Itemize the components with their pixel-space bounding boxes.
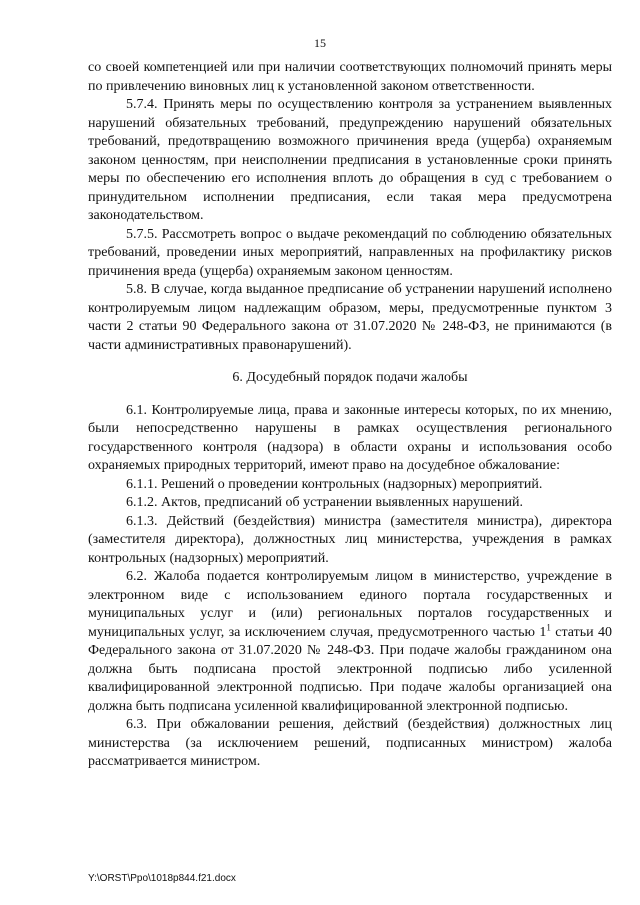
section-title: 6. Досудебный порядок подачи жалобы [232, 370, 468, 385]
document-body [88, 59, 612, 772]
paragraph-6-2-text-start: 6.2. Жалоба подается контролируемым лицом в министерство, учреждение в электронном виде с использованием единого портала государственных и муниципальных услуг и (или) региональных порталов государственных и муниципальных услуг, за исключением случая, предусмотренного частью 1 [88, 569, 612, 640]
paragraph-5-7-4: 5.7.4. Принять меры по осуществлению контроля за устранением выявленных нарушений обязательных требований, предупреждению нарушений обязательных требований, предотвращению возможного причинения вреда (ущерба) охраняемым законом ценностям, при неисполнении предписания в установленные сроки принять меры по обеспечению его исполнения вплоть до обращения в суд с требованием о принудительном исполнении предписания, если такая мера предусмотрена законодательством. [88, 97, 612, 223]
paragraph-6-3: 6.3. При обжаловании решения, действий (бездействия) должностных лиц министерства (за исключением решений, подписанных министром) жалоба рассматривается министром. [88, 717, 612, 769]
page-number: 15 [314, 36, 326, 50]
footer-file-path: Y:\ORST\Ppo\1018p844.f21.docx [88, 873, 236, 884]
paragraph-6-1: 6.1. Контролируемые лица, права и законные интересы которых, по их мнению, были непосредственно нарушены в рамках осуществления регионального государственного контроля (надзора) в области охраны и использования особо охраняемых природных территорий, имеют право на досудебное обжалование: [88, 402, 612, 473]
paragraph-6-1-1: 6.1.1. Решений о проведении контрольных (надзорных) мероприятий. [126, 476, 543, 492]
paragraph-6-1-2: 6.1.2. Актов, предписаний об устранении выявленных нарушений. [126, 495, 523, 510]
paragraph-5-7-5: 5.7.5. Рассмотреть вопрос о выдаче рекомендаций по соблюдению обязательных требований, проведении иных мероприятий, направленных на профилактику рисков причинения вреда (ущерба) охраняемым законом ценностям. [88, 226, 612, 279]
superscript: 1 [546, 621, 551, 632]
paragraph-5-8: 5.8. В случае, когда выданное предписание об устранении нарушений исполнено контролируемым лицом надлежащим образом, меры, предусмотренные пунктом 3 части 2 статьи 90 Федерального закона от 31.07.2020 № 248-ФЗ, не принимаются (в части административных правонарушений). [88, 282, 612, 353]
paragraph-6-2-text-end: статьи 40 Федерального закона от 31.07.2020 № 248-ФЗ. При подаче жалобы гражданином она должна быть подписана простой электронной подписью либо усиленной квалифицированной электронной подписью. При подаче жалобы организацией она должна быть подписана усиленной квалифицированной электронной подписью. [88, 624, 612, 714]
paragraph-6-2 [88, 568, 612, 716]
paragraph: со своей компетенцией или при наличии соответствующих полномочий принять меры по привлечению виновных лиц к установленной законом ответственности. [88, 60, 612, 94]
paragraph-6-1-3: 6.1.3. Действий (бездействия) министра (заместителя министра), директора (заместителя директора), должностных лиц министерства, учреждения в рамках контрольных (надзорных) мероприятий. [88, 513, 612, 566]
